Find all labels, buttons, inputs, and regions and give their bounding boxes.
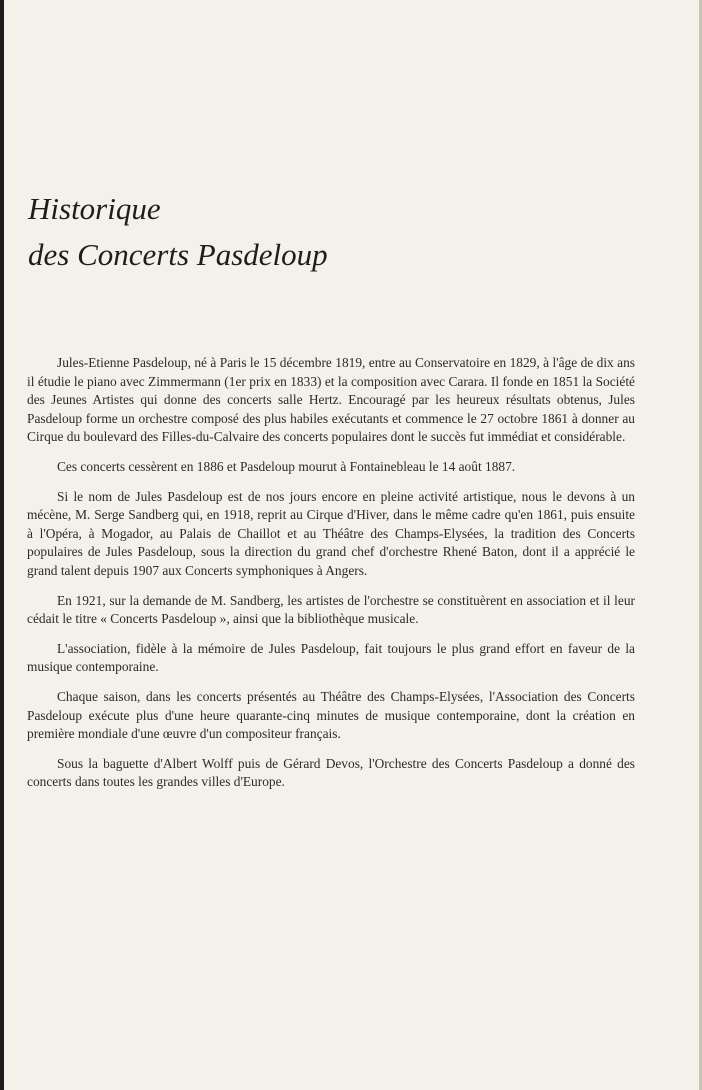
paragraph-7: Sous la baguette d'Albert Wolff puis de Gérard Devos, l'Orchestre des Concerts Pasdeloup a donné des concerts dans toutes les grandes villes d'Europe. <box>27 755 635 790</box>
paragraph-1: Jules-Etienne Pasdeloup, né à Paris le 15 décembre 1819, entre au Conservatoire en 1829, à l'âge de dix ans il étudie le piano avec Zimmermann (1er prix en 1833) et la composition avec Carara. Il fonde en 1851 la Société des Jeunes Artistes qui donne des concerts salle Hertz. Encouragé par les heureux résultats obtenus, Jules Pasdeloup forme un orchestre composé des plus habiles exécutants et commence le 27 octobre 1861 à donner au Cirque du boulevard des Filles-du-Calvaire des concerts populaires dont le succès fut immédiat et considérable. <box>27 355 635 445</box>
paragraph-5: L'association, fidèle à la mémoire de Jules Pasdeloup, fait toujours le plus grand effort en faveur de la musique contemporaine. <box>27 640 635 675</box>
paragraph-4: En 1921, sur la demande de M. Sandberg, les artistes de l'orchestre se constituèrent en association et il leur cédait le titre « Concerts Pasdeloup », ainsi que la bibliothèque musicale. <box>27 592 635 627</box>
title-line-1: Historique <box>28 191 161 226</box>
scan-edge-left <box>0 0 4 1090</box>
page-title <box>28 186 588 278</box>
paragraph-3: Si le nom de Jules Pasdeloup est de nos jours encore en pleine activité artistique, nous le devons à un mécène, M. Serge Sandberg qui, en 1918, reprit au Cirque d'Hiver, dans le même cadre qu'en 1861, puis ensuite à l'Opéra, à Mogador, au Palais de Chaillot et au Théâtre des Champs-Elysées, la tradition des Concerts populaires de Jules Pasdeloup, sous la direction du grand chef d'orchestre Rhené Baton, dont il a apprécié le grand talent depuis 1907 aux Concerts symphoniques à Angers. <box>27 488 635 578</box>
paragraph-6: Chaque saison, dans les concerts présentés au Théâtre des Champs-Elysées, l'Association des Concerts Pasdeloup exécute plus d'une heure quarante-cinq minutes de musique contemporaine, dont la création en première mondiale d'une œuvre d'un compositeur français. <box>27 688 635 742</box>
title-line-2: des Concerts Pasdeloup <box>28 237 328 272</box>
body-text <box>27 354 635 803</box>
paragraph-2: Ces concerts cessèrent en 1886 et Pasdeloup mourut à Fontainebleau le 14 août 1887. <box>57 458 516 474</box>
